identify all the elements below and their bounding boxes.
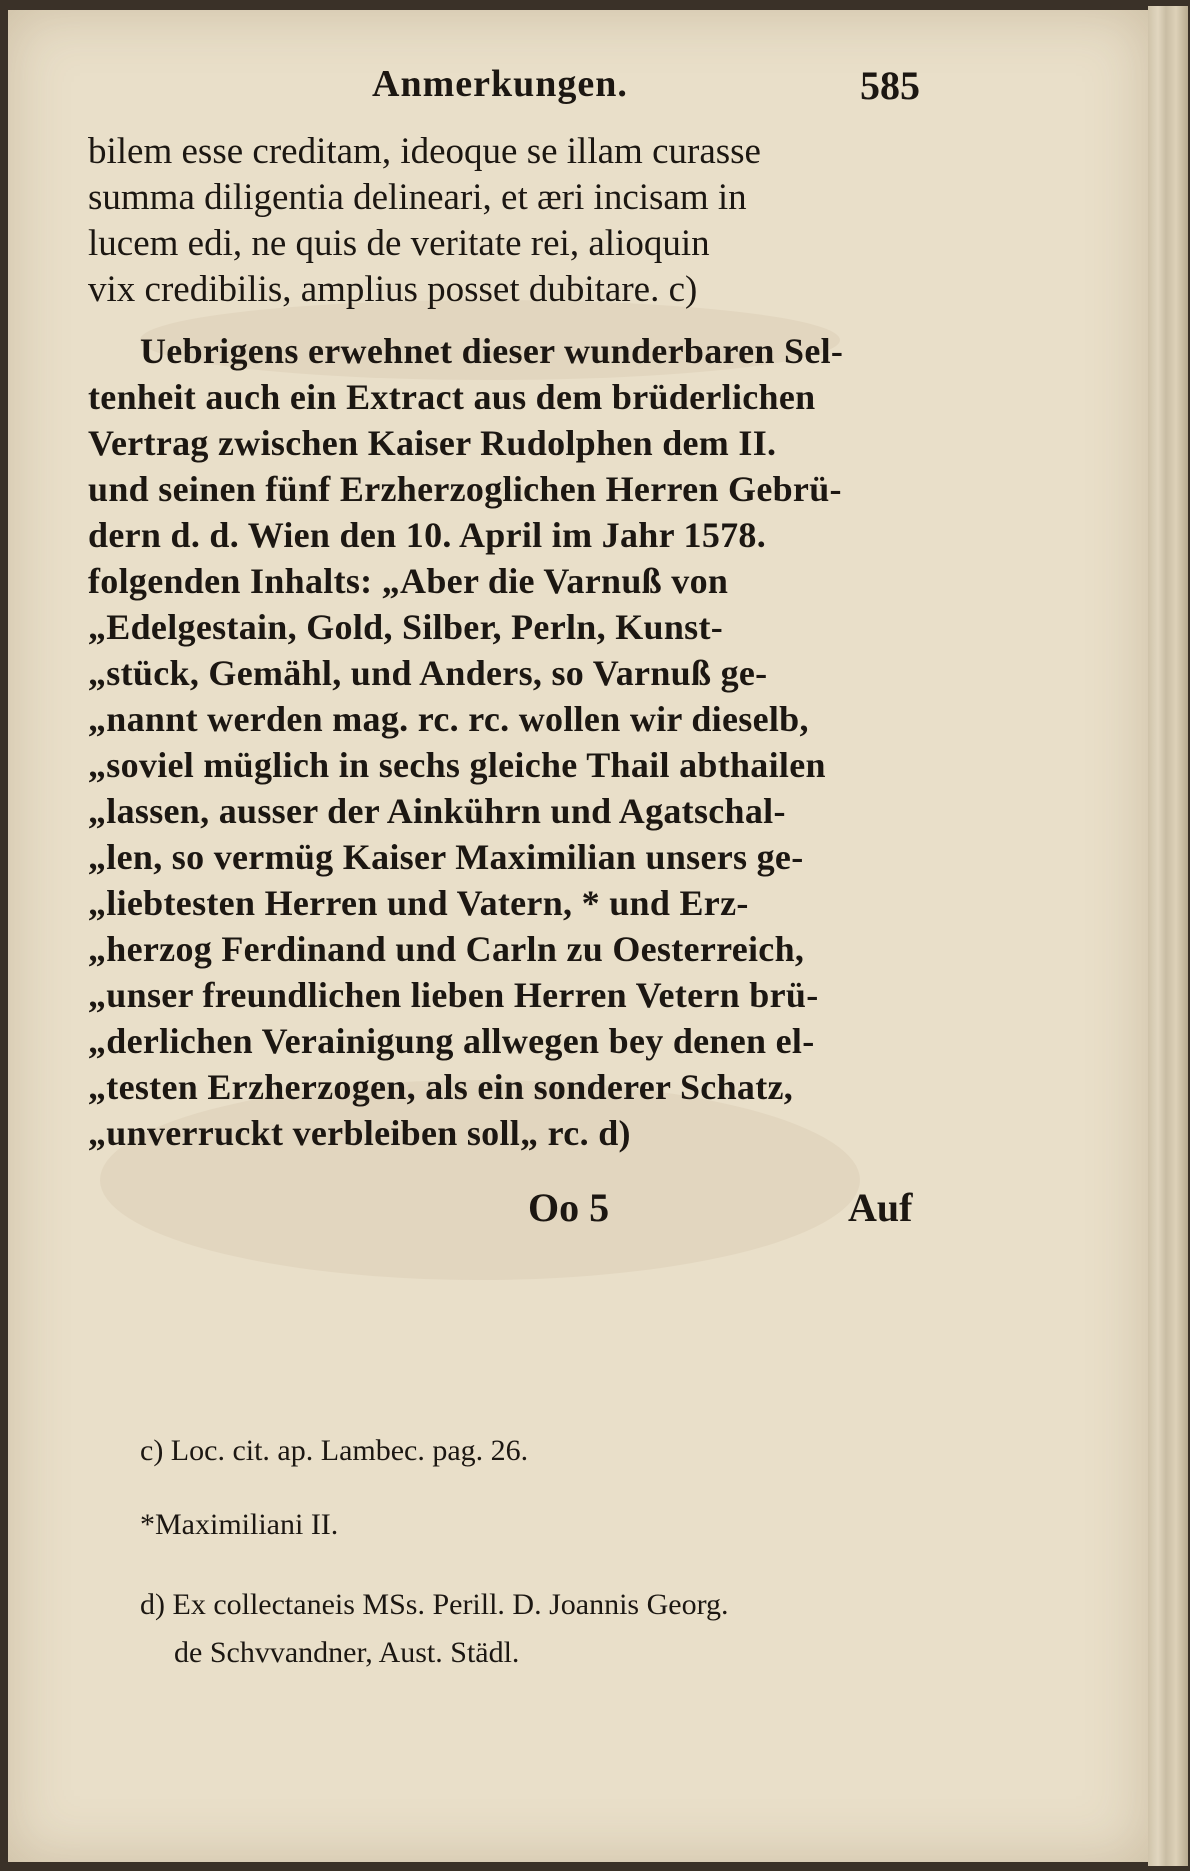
german-line: „nannt werden mag. rc. rc. wollen wir dieselb,	[88, 699, 809, 739]
german-line: „len, so vermüg Kaiser Maximilian unsers ge-	[88, 837, 804, 877]
german-line: „stück, Gemähl, und Anders, so Varnuß ge-	[88, 653, 768, 693]
german-line: und seinen fünf Erzherzoglichen Herren Gebrü-	[88, 469, 842, 509]
german-line: tenheit auch ein Extract aus dem brüderlichen	[88, 377, 816, 417]
german-line: „herzog Ferdinand und Carln zu Oesterreich,	[88, 929, 805, 969]
latin-line: summa diligentia delineari, et æri incisam in	[88, 177, 747, 218]
german-line: „unverruckt verbleiben soll„ rc. d)	[88, 1113, 631, 1153]
latin-line: vix credibilis, amplius posset dubitare. c)	[88, 269, 698, 310]
page-number: 585	[860, 63, 920, 108]
german-line: dern d. d. Wien den 10. April im Jahr 1578.	[88, 515, 767, 555]
footnote-c: c) Loc. cit. ap. Lambec. pag. 26.	[140, 1434, 529, 1467]
german-line: „testen Erzherzogen, als ein sonderer Schatz,	[88, 1067, 794, 1107]
footnote-d: d) Ex collectaneis MSs. Perill. D. Joannis Georg.	[140, 1588, 729, 1621]
german-line: „derlichen Verainigung allwegen bey denen el-	[88, 1021, 815, 1061]
page-edge	[1148, 6, 1188, 1866]
signature-mark: Oo 5	[528, 1185, 610, 1230]
catchword: Auf	[848, 1185, 913, 1230]
german-line: Vertrag zwischen Kaiser Rudolphen dem II.	[88, 423, 777, 463]
german-line: „soviel müglich in sechs gleiche Thail abthailen	[88, 745, 826, 785]
running-head: Anmerkungen.	[372, 63, 628, 105]
german-line: Uebrigens erwehnet dieser wunderbaren Sel-	[140, 331, 844, 371]
german-line: „unser freundlichen lieben Herren Vetern brü-	[88, 975, 819, 1015]
footnote-star: *Maximiliani II.	[140, 1508, 339, 1541]
bleed-through-stain	[100, 1080, 860, 1280]
latin-line: lucem edi, ne quis de veritate rei, alioquin	[88, 223, 710, 264]
footnote-d-continuation: de Schvvandner, Aust. Städl.	[174, 1636, 520, 1669]
german-line: „liebtesten Herren und Vatern, * und Erz-	[88, 883, 749, 923]
german-line: „Edelgestain, Gold, Silber, Perln, Kunst-	[88, 607, 724, 647]
german-line: folgenden Inhalts: „Aber die Varnuß von	[88, 561, 729, 601]
latin-line: bilem esse creditam, ideoque se illam curasse	[88, 131, 761, 172]
german-line: „lassen, ausser der Ainkührn und Agatschal-	[88, 791, 786, 831]
